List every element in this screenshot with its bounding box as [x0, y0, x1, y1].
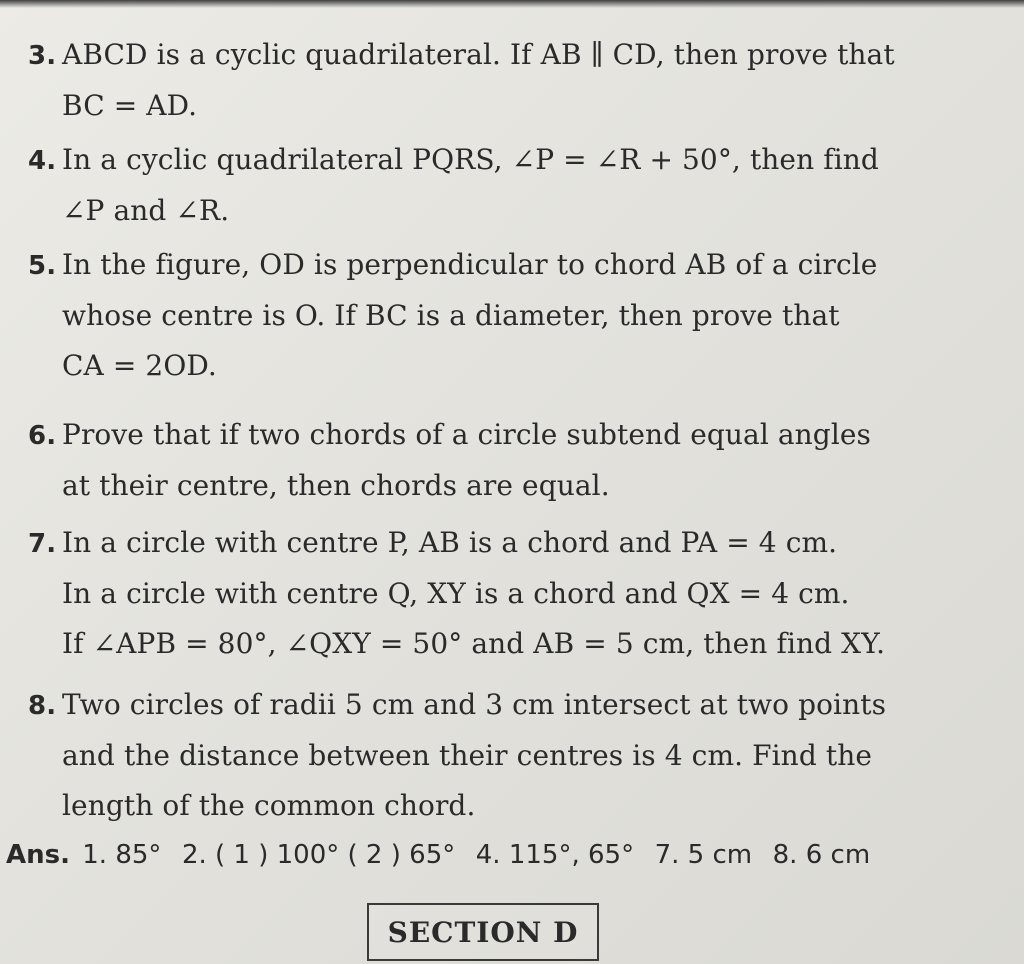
- answer-item: 1. 85°: [82, 840, 162, 870]
- question-text-line: ABCD is a cyclic quadrilateral. If AB ∥ CD, then prove that: [62, 38, 895, 71]
- question-text-line: and the distance between their centres is 4 cm. Find the: [62, 739, 872, 772]
- question-8: [28, 680, 968, 831]
- question-number: 5.: [28, 251, 57, 281]
- question-text-line: at their centre, then chords are equal.: [62, 469, 610, 502]
- question-text-line: length of the common chord.: [62, 789, 476, 822]
- answer-item: 8. 6 cm: [772, 840, 871, 870]
- question-7: [28, 518, 968, 669]
- question-text-line: Two circles of radii 5 cm and 3 cm intersect at two points: [62, 688, 887, 721]
- section-heading: SECTION D: [387, 915, 579, 949]
- question-number: 3.: [28, 41, 57, 71]
- question-5: [28, 240, 968, 391]
- question-text-line: In a circle with centre P, AB is a chord and PA = 4 cm.: [62, 526, 838, 559]
- question-number: 4.: [28, 146, 57, 176]
- question-number: 6.: [28, 421, 57, 451]
- question-text-line: In a circle with centre Q, XY is a chord and QX = 4 cm.: [62, 577, 850, 610]
- question-text-line: BC = AD.: [62, 89, 198, 122]
- answer-item: 4. 115°, 65°: [475, 840, 635, 870]
- answers-line: [6, 833, 1006, 877]
- question-text-line: ∠P and ∠R.: [62, 194, 230, 227]
- question-number: 8.: [28, 691, 57, 721]
- question-6: [28, 410, 968, 511]
- question-text-line: CA = 2OD.: [62, 349, 217, 382]
- question-4: [28, 135, 968, 236]
- question-text-line: In the figure, OD is perpendicular to chord AB of a circle: [62, 248, 878, 281]
- answer-item: 2. ( 1 ) 100° ( 2 ) 65°: [181, 840, 456, 870]
- question-text-line: Prove that if two chords of a circle subtend equal angles: [62, 418, 872, 451]
- section-heading-box: [367, 903, 599, 961]
- question-text-line: whose centre is O. If BC is a diameter, then prove that: [62, 299, 840, 332]
- page-top-shadow: [0, 0, 1024, 8]
- question-number: 7.: [28, 529, 57, 559]
- question-text-line: In a cyclic quadrilateral PQRS, ∠P = ∠R + 50°, then find: [62, 143, 879, 176]
- question-text-line: If ∠APB = 80°, ∠QXY = 50° and AB = 5 cm, then find XY.: [62, 627, 886, 660]
- answer-item: 7. 5 cm: [654, 840, 753, 870]
- answers-label: Ans.: [6, 840, 70, 870]
- question-3: [28, 30, 968, 131]
